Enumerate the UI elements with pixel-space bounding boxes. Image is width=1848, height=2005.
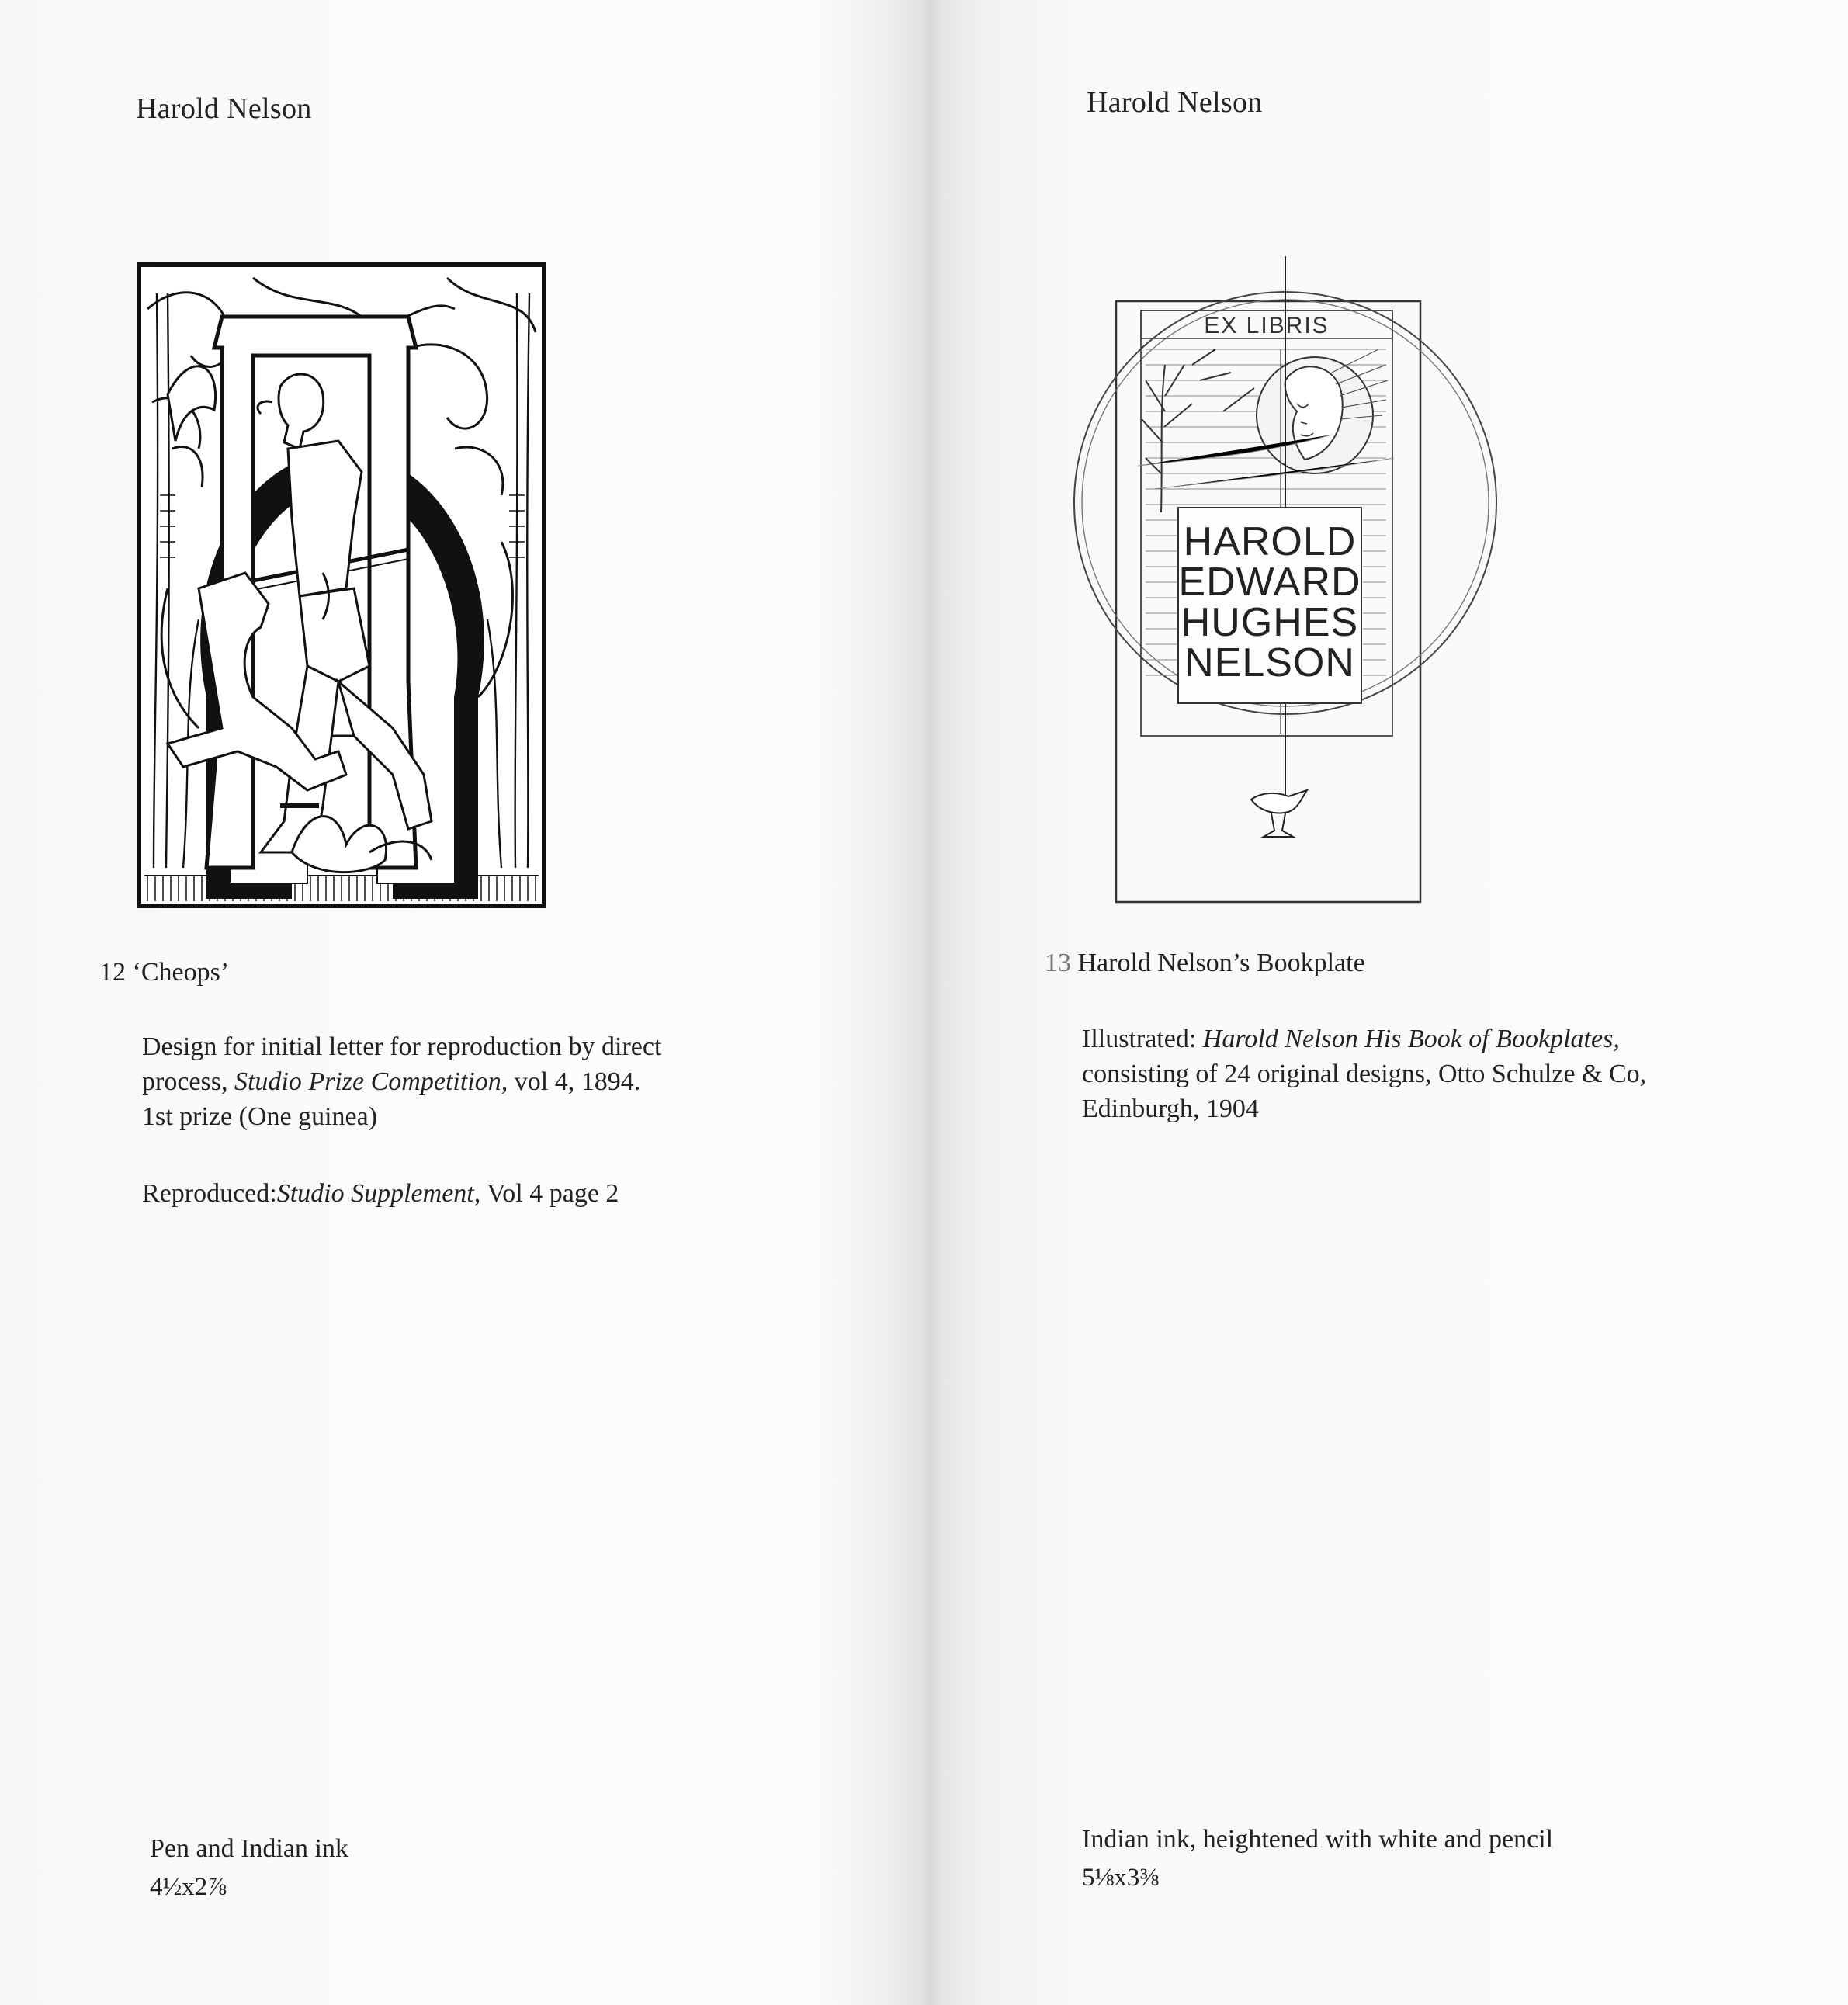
bookplate-name-line-1: HAROLD xyxy=(1183,519,1357,564)
caption-12 xyxy=(99,958,229,987)
right-page xyxy=(924,0,1848,2005)
running-head-right: Harold Nelson xyxy=(1087,86,1263,119)
cheops-illustration xyxy=(137,262,546,908)
caption-title: ‘Cheops’ xyxy=(132,958,230,987)
reproduced-publication: Studio Supplement, xyxy=(276,1179,481,1208)
description-line-2: process, Studio Prize Competition, vol 4, 1894. xyxy=(142,1067,641,1096)
illustrated-line-1: Illustrated: Harold Nelson His Book of Bookplates, xyxy=(1082,1025,1620,1053)
bookplate-artwork xyxy=(1068,256,1503,908)
reproduced-line: Reproduced:Studio Supplement, Vol 4 page 2 xyxy=(142,1179,619,1208)
description-line-1: Design for initial letter for reproduction by direct xyxy=(142,1032,662,1061)
medium-left: Pen and Indian ink xyxy=(150,1834,348,1863)
description-line-3: 1st prize (One guinea) xyxy=(142,1102,378,1131)
caption-number: 13 xyxy=(1045,949,1071,977)
running-head-left: Harold Nelson xyxy=(136,92,312,125)
illustrated-publication: Harold Nelson His Book of Bookplates, xyxy=(1202,1025,1620,1053)
bookplate-name-line-2: EDWARD xyxy=(1178,560,1361,605)
illustrated-line-3: Edinburgh, 1904 xyxy=(1082,1094,1259,1123)
caption-13 xyxy=(1045,949,1365,978)
publication-title: Studio Prize Competition, xyxy=(234,1067,508,1096)
caption-title: Harold Nelson’s Bookplate xyxy=(1077,949,1365,977)
cheops-initial-letter-artwork xyxy=(137,262,546,908)
size-left: 4½x2⅞ xyxy=(150,1873,227,1901)
bookplate-name-line-4: NELSON xyxy=(1184,640,1355,685)
description-block xyxy=(142,1029,841,1134)
illustrated-block xyxy=(1082,1022,1812,1126)
bookplate-ex-libris: EX LIBRIS xyxy=(1204,313,1330,338)
bookplate-name-line-3: HUGHES xyxy=(1181,600,1359,645)
medium-right: Indian ink, heightened with white and pencil xyxy=(1082,1825,1554,1854)
caption-number: 12 xyxy=(99,958,126,987)
illustrated-line-2: consisting of 24 original designs, Otto Schulze & Co, xyxy=(1082,1060,1647,1088)
size-right: 5⅛x3⅜ xyxy=(1082,1864,1159,1892)
bookplate-illustration xyxy=(1068,256,1503,908)
